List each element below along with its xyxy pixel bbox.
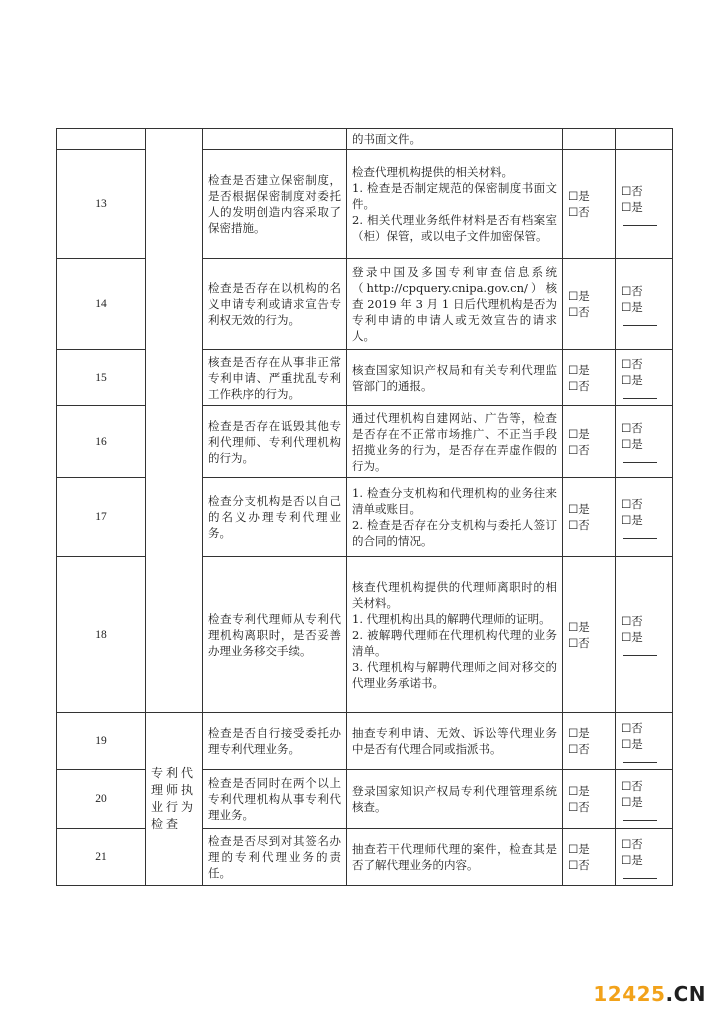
method-line: 核查代理机构提供的代理师离职时的相关材料。 (352, 579, 557, 610)
no-checkbox[interactable]: ☐否 (568, 800, 590, 814)
category-line: 理师执 (151, 783, 197, 797)
result-yes-checkbox[interactable]: ☐是 (621, 794, 643, 809)
result-cell (616, 259, 673, 350)
result-no-checkbox[interactable]: ☐否 (621, 283, 643, 298)
check-item: 检查是否存在诋毁其他专利代理师、专利代理机构的行为。 (203, 406, 347, 478)
check-method: 抽查专利申请、无效、诉讼等代理业务中是否有代理合同或指派书。 (347, 713, 563, 770)
check-method (347, 557, 563, 713)
category-line: 检查 (151, 817, 182, 831)
check-item: 检查是否同时在两个以上专利代理机构从事专利代理业务。 (203, 770, 347, 829)
no-checkbox[interactable]: ☐否 (568, 305, 590, 319)
blank-line (623, 868, 657, 879)
check-item: 检查是否建立保密制度，是否根据保密制度对委托人的发明创造内容采取了保密措施。 (203, 150, 347, 259)
result-yes-checkbox[interactable]: ☐是 (621, 852, 643, 867)
result-cell (616, 770, 673, 829)
watermark-domain: .CN (665, 982, 706, 1006)
method-line: 2. 检查是否存在分支机构与委托人签订的合同的情况。 (352, 518, 557, 548)
no-checkbox[interactable]: ☐否 (568, 635, 590, 650)
yes-checkbox[interactable]: ☐是 (568, 842, 590, 856)
result-no-checkbox[interactable]: ☐否 (621, 614, 643, 628)
watermark-number: 12425 (593, 982, 666, 1006)
yes-checkbox[interactable]: ☐是 (568, 726, 590, 740)
no-checkbox[interactable]: ☐否 (568, 442, 590, 457)
yes-checkbox[interactable]: ☐是 (568, 502, 590, 516)
yes-checkbox[interactable]: ☐是 (568, 289, 590, 303)
blank-line (623, 215, 657, 226)
check-method: 登录中国及多国专利审查信息系统（http://cpquery.cnipa.gov.cn/）核查 2019 年 3 月 1 日后代理机构是否为专利申请的申请人或无效宣告的请求人。 (347, 259, 563, 350)
check-method: 通过代理机构自建网站、广告等，检查是否存在不正常市场推广、不正当手段招揽业务的行为，是否存在弄虚作假的行为。 (347, 406, 563, 478)
row-number: 18 (57, 557, 146, 713)
result-yes-checkbox[interactable]: ☐是 (621, 512, 643, 527)
result-no-checkbox[interactable]: ☐否 (621, 421, 643, 435)
blank-line (623, 752, 657, 763)
row-number: 13 (57, 150, 146, 259)
result-no-checkbox[interactable]: ☐否 (621, 183, 643, 198)
yes-no-cell (563, 713, 616, 770)
yes-no-cell (563, 406, 616, 478)
check-item (203, 129, 347, 150)
result-yes-checkbox[interactable]: ☐是 (621, 437, 643, 451)
blank-line (623, 315, 657, 326)
method-line: 1. 检查是否制定规范的保密制度书面文件。 (352, 181, 557, 211)
yes-no-cell (563, 150, 616, 259)
method-line: 检查代理机构提供的相关材料。 (352, 165, 513, 179)
table-row (57, 713, 673, 770)
blank-line (623, 528, 657, 539)
result-yes-checkbox[interactable]: ☐是 (621, 299, 643, 314)
row-number: 21 (57, 829, 146, 886)
check-method: 登录国家知识产权局专利代理管理系统核查。 (347, 770, 563, 829)
category-line: 专利代 (151, 766, 197, 780)
result-no-checkbox[interactable]: ☐否 (621, 836, 643, 851)
no-checkbox[interactable]: ☐否 (568, 858, 590, 872)
row-number: 20 (57, 770, 146, 829)
method-line: 2. 相关代理业务纸件材料是否有档案室（柜）保管，或以电子文件加密保管。 (352, 213, 557, 243)
category-line: 业行为 (151, 800, 197, 814)
yes-checkbox[interactable]: ☐是 (568, 189, 590, 203)
result-cell (616, 713, 673, 770)
result-cell (616, 129, 673, 150)
inspection-table (56, 128, 673, 886)
result-no-checkbox[interactable]: ☐否 (621, 357, 643, 371)
check-item: 检查是否存在以机构的名义申请专利或请求宣告专利权无效的行为。 (203, 259, 347, 350)
blank-line (623, 645, 657, 656)
category-cell-upper (146, 129, 203, 713)
method-line: 2. 被解聘代理师在代理机构代理的业务清单。 (352, 627, 557, 658)
result-cell (616, 406, 673, 478)
check-method: 核查国家知识产权局和有关专利代理监管部门的通报。 (347, 350, 563, 406)
check-item: 核查是否存在从事非正常专利申请、严重扰乱专利工作秩序的行为。 (203, 350, 347, 406)
category-cell (146, 713, 203, 886)
result-yes-checkbox[interactable]: ☐是 (621, 199, 643, 214)
result-no-checkbox[interactable]: ☐否 (621, 496, 643, 511)
check-item: 检查专利代理师从专利代理机构离职时，是否妥善办理业务移交手续。 (203, 557, 347, 713)
yes-checkbox[interactable]: ☐是 (568, 619, 590, 634)
result-no-checkbox[interactable]: ☐否 (621, 720, 643, 735)
blank-line (623, 388, 657, 399)
result-cell (616, 557, 673, 713)
table-row (57, 129, 673, 150)
yes-checkbox[interactable]: ☐是 (568, 426, 590, 441)
result-yes-checkbox[interactable]: ☐是 (621, 373, 643, 387)
row-number: 17 (57, 478, 146, 557)
check-method: 抽查若干代理师代理的案件，检查其是否了解代理业务的内容。 (347, 829, 563, 886)
row-number: 16 (57, 406, 146, 478)
blank-line (623, 810, 657, 821)
yes-no-cell (563, 829, 616, 886)
check-item: 检查分支机构是否以自己的名义办理专利代理业务。 (203, 478, 347, 557)
yes-checkbox[interactable]: ☐是 (568, 362, 590, 377)
result-cell (616, 829, 673, 886)
site-watermark (593, 982, 706, 1006)
yes-no-cell (563, 478, 616, 557)
result-yes-checkbox[interactable]: ☐是 (621, 630, 643, 644)
result-no-checkbox[interactable]: ☐否 (621, 778, 643, 793)
row-number: 14 (57, 259, 146, 350)
method-line: 1. 代理机构出具的解聘代理师的证明。 (352, 611, 551, 626)
row-number: 19 (57, 713, 146, 770)
no-checkbox[interactable]: ☐否 (568, 518, 590, 532)
result-cell (616, 150, 673, 259)
blank-line (623, 452, 657, 463)
method-line: 1. 检查分支机构和代理机构的业务往来清单或账目。 (352, 486, 557, 516)
yes-no-cell (563, 557, 616, 713)
yes-no-cell (563, 129, 616, 150)
method-line: 3. 代理机构与解聘代理师之间对移交的代理业务承诺书。 (352, 659, 557, 690)
row-number (57, 129, 146, 150)
no-checkbox[interactable]: ☐否 (568, 742, 590, 756)
check-item: 检查是否尽到对其签名办理的专利代理业务的责任。 (203, 829, 347, 886)
row-number: 15 (57, 350, 146, 406)
yes-no-cell (563, 259, 616, 350)
check-method (347, 150, 563, 259)
yes-checkbox[interactable]: ☐是 (568, 784, 590, 798)
yes-no-cell (563, 770, 616, 829)
yes-no-cell (563, 350, 616, 406)
check-item: 检查是否自行接受委托办理专利代理业务。 (203, 713, 347, 770)
check-method: 的书面文件。 (347, 129, 563, 150)
no-checkbox[interactable]: ☐否 (568, 205, 590, 219)
result-yes-checkbox[interactable]: ☐是 (621, 736, 643, 751)
result-cell (616, 478, 673, 557)
result-cell (616, 350, 673, 406)
check-method (347, 478, 563, 557)
no-checkbox[interactable]: ☐否 (568, 378, 590, 393)
